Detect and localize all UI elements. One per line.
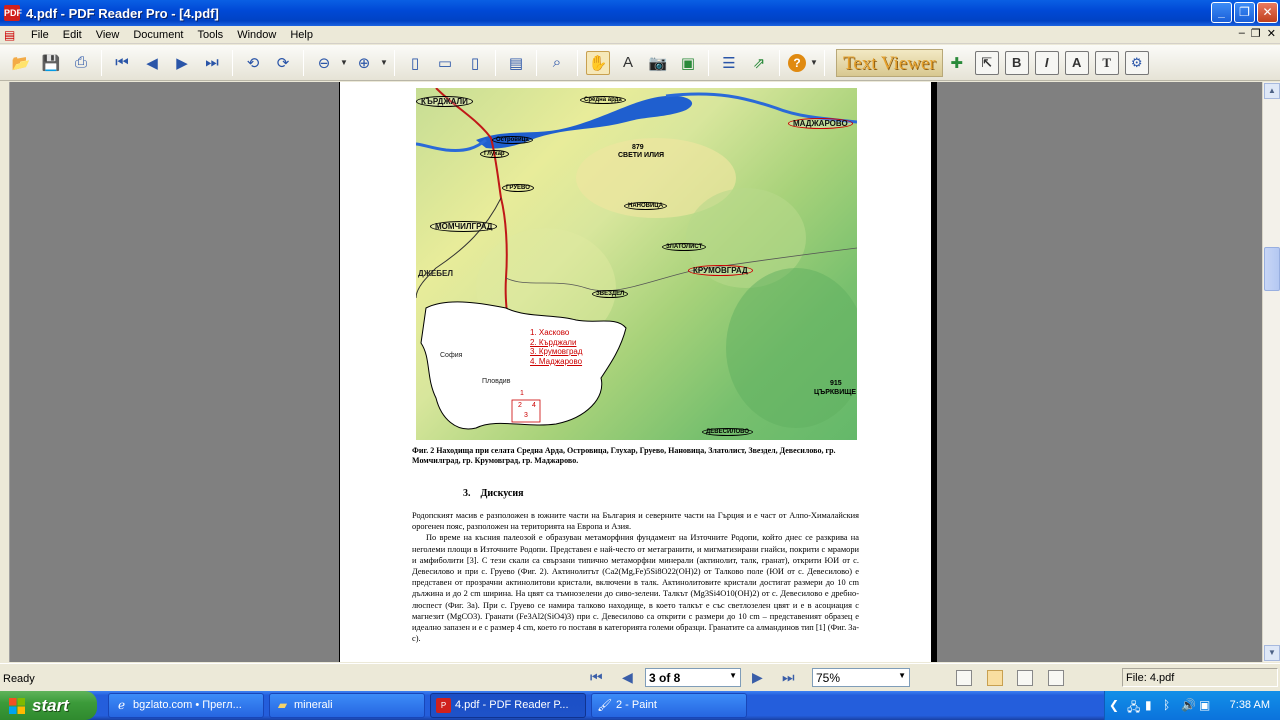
next-page-icon[interactable]: ▶	[176, 54, 188, 72]
map-town-sredna-arda: Средна арда	[580, 96, 626, 104]
pdf-page	[339, 82, 933, 662]
taskbar-item-label: bgzlato.com • Прегл...	[133, 699, 242, 711]
side-panel-strip	[0, 82, 10, 662]
map-inset-marker: 3	[524, 412, 528, 419]
minimize-button[interactable]: _	[1211, 2, 1232, 23]
menu-help[interactable]: Help	[290, 28, 313, 41]
italic-button[interactable]: I	[1035, 51, 1059, 75]
pdf-tray-icon[interactable]: ▣	[1199, 698, 1211, 712]
menu-document[interactable]: Document	[133, 28, 184, 41]
scroll-down-icon[interactable]: ▼	[1264, 645, 1280, 661]
bluetooth-icon[interactable]: ᛒ	[1163, 698, 1171, 712]
map-city-krumovgrad: КРУМОВГРАД	[688, 265, 753, 276]
page-indicator: 3 of 8	[649, 671, 681, 685]
paragraph: По време на късния палеозой е образуван метаморфния фундамент на Източните Родопи, който днес се разкрива на неголеми площи в Източните Родопи. Представен е най-често от метагранити, и мигматизирани гнайси, покрити с мрамори и амфиболити [3]. С тези скали са свързани типично метаморфни минерали (актинолит, талк, гранат), открити ЮИ от с. Девесилово и при с. Груево (Фиг. 2). Актинолитът (Ca2(Mg,Fe)5Si8O22(OH)2) от Талково поле (ЮИ от с. Девесилово) е представен от прозрачни актинолитови кристали, включени в талк. Актинолитовите кристали достигат размери до 10 cm дължина и до 2 cm ширина. На цвят са тъмнозелени до сиво-зелени. Талкът (Mg3Si4O10(OH)2) от с. Девесилово е дребно-люспест (Фиг. 3а). При с. Груево се намира талково находище, в което талкът е със светлозелен цвят и е в асоциация с магнезит (MgCO3). Гранати (Fe3Al2(SiO4)3) при с. Девесилово са открити с размери до 10 cm – представеният образец е идеално запазен и е с размер 4 cm, което го поставя в категорията големи образци. Гранатите са алмандинов тип [1] (Фиг. 3а-с).	[412, 533, 859, 644]
taskbar-item-label: minerali	[294, 699, 333, 711]
cursor-text-icon[interactable]: ⇱	[975, 51, 999, 75]
figure-map	[416, 88, 857, 440]
select-text-icon[interactable]: A	[622, 54, 633, 71]
bold-button[interactable]: B	[1005, 51, 1029, 75]
bookmarks-panel-icon[interactable]: ☰	[722, 54, 736, 72]
taskbar-item-paint[interactable]	[591, 693, 747, 718]
map-legend-item: 4. Маджарово	[530, 356, 583, 366]
map-city-dzhebel: ДЖЕБЕЛ	[418, 269, 453, 278]
continuous-facing-view-icon[interactable]	[1048, 670, 1064, 686]
status-previous-page-icon[interactable]: ◀	[622, 669, 633, 685]
system-tray	[1104, 691, 1280, 720]
clock: 7:38 AM	[1229, 699, 1270, 711]
print-icon[interactable]: ⎙	[74, 54, 87, 71]
save-icon[interactable]: 💾	[41, 54, 61, 72]
map-inset-marker: 4	[532, 402, 536, 409]
map-town-zlatolist: ЗЛАТОЛИСТ	[662, 243, 706, 251]
chevron-down-icon[interactable]: ▼	[729, 671, 737, 680]
map-town-glukhar: Глухар	[480, 150, 509, 158]
zoom-select[interactable]	[812, 668, 910, 687]
scroll-up-icon[interactable]: ▲	[1264, 83, 1280, 99]
toolbar-separator	[708, 50, 709, 76]
text-viewer-button[interactable]: Text Viewer	[836, 49, 943, 77]
rotate-right-icon[interactable]: ⟳	[276, 54, 290, 72]
taskbar-item-folder[interactable]	[269, 693, 425, 718]
network-icon[interactable]: 🖧	[1127, 700, 1141, 714]
window-controls	[1211, 2, 1278, 23]
thumbnails-panel-icon[interactable]: ⇗	[752, 54, 766, 72]
menu-window[interactable]: Window	[237, 28, 277, 41]
find-binoculars-icon[interactable]: ⌕	[552, 54, 562, 71]
map-town-gruevo: ГРУЕВО	[502, 184, 534, 192]
map-inset-sofia: София	[440, 352, 463, 359]
document-window-controls	[1239, 27, 1276, 40]
taskbar-item-label: 2 - Paint	[616, 699, 657, 711]
map-town-ostrovitsa: Островица	[492, 136, 533, 144]
text-viewer-pin-icon[interactable]: ✚	[950, 54, 963, 72]
paragraph: Родопският масив е разположен в южните части на България и северните части на Гърция и е част от Алпо-Хималайския орогенен пояс, разположен на територията на Европа и Азия.	[412, 511, 859, 532]
taskbar	[0, 691, 1280, 720]
hand-tool-icon[interactable]: ✋	[586, 51, 610, 75]
map-peak-sveti-iliya: СВЕТИ ИЛИЯ	[618, 152, 665, 159]
menu-file[interactable]: File	[31, 28, 49, 41]
pdf-app-icon: PDF	[4, 5, 20, 21]
section-heading: 3. Дискусия	[463, 488, 524, 499]
fit-page-icon[interactable]: ▭	[437, 54, 453, 72]
status-first-page-icon[interactable]: ⏮	[590, 669, 603, 685]
document-view[interactable]	[0, 82, 1262, 662]
map-town-zvezdel: ЗВЕЗДЕЛ	[592, 290, 628, 298]
toolbar-separator	[824, 50, 825, 76]
start-label: start	[32, 696, 69, 715]
facing-view-icon[interactable]	[1017, 670, 1033, 686]
main-toolbar	[0, 45, 1280, 81]
doc-minimize-icon[interactable]: –	[1238, 27, 1245, 39]
last-page-icon[interactable]: ⏭	[205, 54, 219, 71]
help-icon[interactable]: ?	[788, 54, 806, 72]
open-folder-icon[interactable]: 📂	[11, 54, 31, 72]
first-page-icon[interactable]: ⏮	[115, 54, 129, 71]
zoom-value: 75%	[816, 671, 841, 685]
continuous-view-icon[interactable]	[987, 670, 1003, 686]
page-shadow	[933, 82, 937, 662]
properties-icon[interactable]: ▤	[508, 54, 524, 72]
pdf-icon: P	[436, 698, 451, 713]
toolbar-separator	[577, 50, 578, 76]
menu-edit[interactable]: Edit	[62, 28, 82, 41]
toolbar-separator	[536, 50, 537, 76]
close-button[interactable]: ✕	[1257, 2, 1278, 23]
doc-close-icon[interactable]: ✕	[1266, 28, 1276, 40]
snapshot-camera-icon[interactable]: 📷	[648, 54, 668, 72]
map-inset-plovdiv: Пловдив	[482, 378, 511, 385]
file-info: File: 4.pdf	[1122, 668, 1278, 687]
restore-button[interactable]: ❐	[1234, 2, 1255, 23]
figure-caption: Фиг. 2 Находища при селата Средна Арда, Островица, Глухар, Груево, Нановица, Златолист, Звездел, Девесилово, гр. Момчилград, гр. Крумовград, гр. Маджарово.	[412, 446, 836, 465]
toolbar-separator	[303, 50, 304, 76]
text-settings-icon[interactable]: ⚙	[1125, 51, 1149, 75]
map-legend	[530, 328, 583, 366]
map-city-madzharovo: МАДЖАРОВО	[788, 118, 853, 129]
rotate-left-icon[interactable]: ⟲	[246, 54, 260, 72]
taskbar-item-browser[interactable]	[108, 693, 264, 718]
zoom-out-icon[interactable]: ⊖	[317, 54, 331, 72]
page-number-input[interactable]	[645, 668, 741, 687]
volume-icon[interactable]: 🔊	[1181, 698, 1196, 712]
scroll-thumb[interactable]	[1264, 247, 1280, 291]
map-town-devesilovo: ДЕВЕСИЛОВО	[702, 428, 753, 436]
chevron-down-icon[interactable]: ▼	[898, 671, 906, 680]
menu-view[interactable]: View	[95, 28, 120, 41]
map-inset-marker: 1	[520, 390, 524, 397]
select-image-icon[interactable]: ▣	[680, 54, 696, 72]
tray-expand-icon[interactable]: ❮	[1109, 698, 1120, 712]
zoom-in-dropdown-icon[interactable]: ▼	[380, 58, 388, 67]
window-title: 4.pdf - PDF Reader Pro - [4.pdf]	[26, 5, 219, 21]
status-next-page-icon[interactable]: ▶	[752, 669, 763, 685]
toolbar-separator	[495, 50, 496, 76]
document-icon[interactable]: ▤	[4, 27, 16, 42]
map-legend-item: 2. Кърджали	[530, 337, 577, 347]
map-drawing	[416, 88, 857, 440]
toolbar-separator	[394, 50, 395, 76]
start-button[interactable]	[0, 691, 97, 720]
toolbar-separator	[101, 50, 102, 76]
previous-page-icon[interactable]: ◀	[146, 54, 158, 72]
browser-icon: ℯ	[117, 698, 126, 712]
fit-width-icon[interactable]: ▯	[470, 54, 480, 72]
paint-icon: 🖌	[597, 698, 613, 712]
folder-icon: ▰	[277, 698, 288, 712]
map-peak-tsarkvishte: ЦЪРКВИЩЕ	[814, 389, 857, 396]
zoom-in-icon[interactable]: ⊕	[357, 54, 371, 72]
map-city-momchilgrad: МОМЧИЛГРАД	[430, 221, 497, 232]
zoom-out-dropdown-icon[interactable]: ▼	[340, 58, 348, 67]
body-text	[412, 510, 859, 644]
status-bar	[0, 663, 1280, 691]
font-button[interactable]: A	[1065, 51, 1089, 75]
map-city-kardzhali: КЪРДЖАЛИ	[416, 96, 473, 107]
toolbar-separator	[779, 50, 780, 76]
text-format-button[interactable]: T	[1095, 51, 1119, 75]
status-last-page-icon[interactable]: ⏭	[782, 669, 795, 685]
doc-restore-icon[interactable]: ❐	[1250, 28, 1261, 40]
actual-size-icon[interactable]: ▯	[410, 54, 420, 72]
signal-icon[interactable]: ▮	[1145, 698, 1152, 712]
map-legend-item: 1. Хасково	[530, 328, 570, 337]
map-inset-marker: 2	[518, 402, 522, 409]
vertical-scrollbar[interactable]	[1262, 82, 1280, 662]
windows-logo-icon	[8, 697, 26, 715]
single-page-view-icon[interactable]	[956, 670, 972, 686]
map-peak-sveti-iliya-altitude: 879	[632, 144, 644, 151]
status-text: Ready	[3, 673, 35, 685]
menu-bar	[0, 26, 1280, 44]
map-peak-tsarkvishte-altitude: 915	[830, 380, 842, 387]
help-dropdown-icon[interactable]: ▼	[810, 58, 818, 67]
map-legend-item: 3. Крумовград	[530, 347, 583, 356]
taskbar-item-label: 4.pdf - PDF Reader P...	[455, 699, 569, 711]
taskbar-item-pdf-reader[interactable]	[430, 693, 586, 718]
menu-tools[interactable]: Tools	[197, 28, 224, 41]
toolbar-separator	[232, 50, 233, 76]
map-town-nanovitsa: НАНОВИЦА	[624, 202, 667, 210]
title-bar	[0, 0, 1280, 26]
